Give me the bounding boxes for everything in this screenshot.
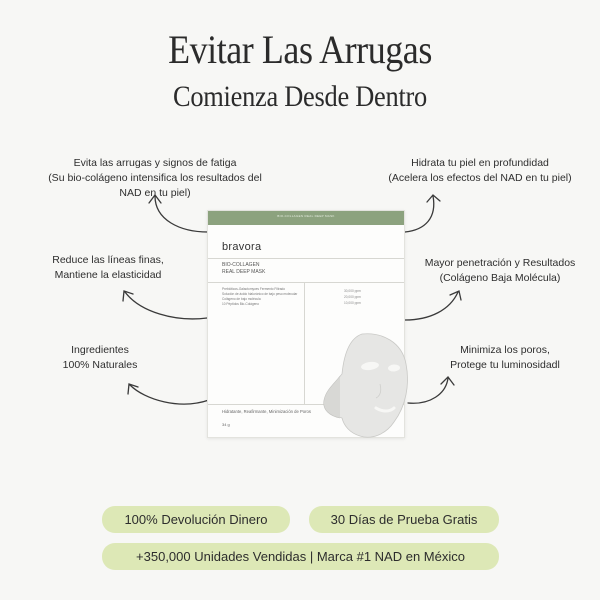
benefit-line: Mayor penetración y Resultados <box>424 257 576 269</box>
concentration-item: 30,000 ppm <box>344 289 361 293</box>
ingredients-list <box>222 287 302 307</box>
box-divider <box>208 258 404 259</box>
arrow-left-middle-icon <box>123 291 207 319</box>
product-name <box>222 262 265 276</box>
benefit-line: NAD en tu piel) <box>119 187 191 199</box>
benefit-line: 100% Naturales <box>62 359 138 371</box>
benefit-line: (Acelera los efectos del NAD en tu piel) <box>388 172 572 184</box>
concentration-list <box>344 288 384 306</box>
ingredient-item: Solución de ácido hialurónico de bajo peso molecular <box>222 292 298 296</box>
ingredient-item: Prebióticos-Galactomyces Fermento Filtrado <box>222 287 286 291</box>
arrow-right-middle-icon <box>405 291 461 320</box>
social-proof-badge: +350,000 Unidades Vendidas | Marca #1 NAD en México <box>102 543 499 570</box>
ingredient-item: 10 Péptidos Bio-Colágeno <box>222 302 260 306</box>
benefit-line: Ingredientes <box>71 344 129 356</box>
product-weight: 34 g <box>222 422 230 427</box>
ingredient-item: Colágeno de bajo molécula <box>222 297 261 301</box>
benefit-line: Hidrata tu piel en profundidad <box>411 157 549 169</box>
concentration-item: 20,000 ppm <box>344 295 361 299</box>
benefit-line: Reduce las líneas finas, <box>52 254 164 266</box>
box-divider <box>208 282 404 283</box>
product-box-band <box>208 211 404 225</box>
product-brand: bravora <box>222 241 262 253</box>
box-divider-vertical <box>304 282 305 404</box>
product-benefits-footer: Hidratante, Reafirmante, Minimización de Poros <box>222 409 311 414</box>
benefit-line: Evita las arrugas y signos de fatiga <box>73 157 237 169</box>
face-mask-icon <box>320 330 420 442</box>
arrow-right-top-icon <box>405 195 440 232</box>
benefit-line: (Colágeno Baja Molécula) <box>439 272 561 284</box>
benefit-line: Protege tu luminosidadl <box>450 359 560 371</box>
arrow-left-top-icon <box>149 195 208 232</box>
benefit-line: Minimiza los poros, <box>460 344 550 356</box>
arrow-left-bottom-icon <box>128 384 209 404</box>
product-box-band-text: BIO-COLLAGEN REAL DEEP MASK <box>277 214 335 218</box>
money-back-badge: 100% Devolución Dinero <box>102 506 290 533</box>
product-name-line: REAL DEEP MASK <box>222 269 266 275</box>
headline-line2: Comienza Desde Dentro <box>173 80 427 113</box>
benefit-line: (Su bio-colágeno intensifica los resultados del <box>48 172 262 184</box>
concentration-item: 10,000 ppm <box>344 301 361 305</box>
headline-line1: Evitar Las Arrugas <box>168 27 432 72</box>
benefit-line: Mantiene la elasticidad <box>54 269 162 281</box>
product-name-line: BIO-COLLAGEN <box>222 262 260 268</box>
free-trial-badge: 30 Días de Prueba Gratis <box>309 506 499 533</box>
